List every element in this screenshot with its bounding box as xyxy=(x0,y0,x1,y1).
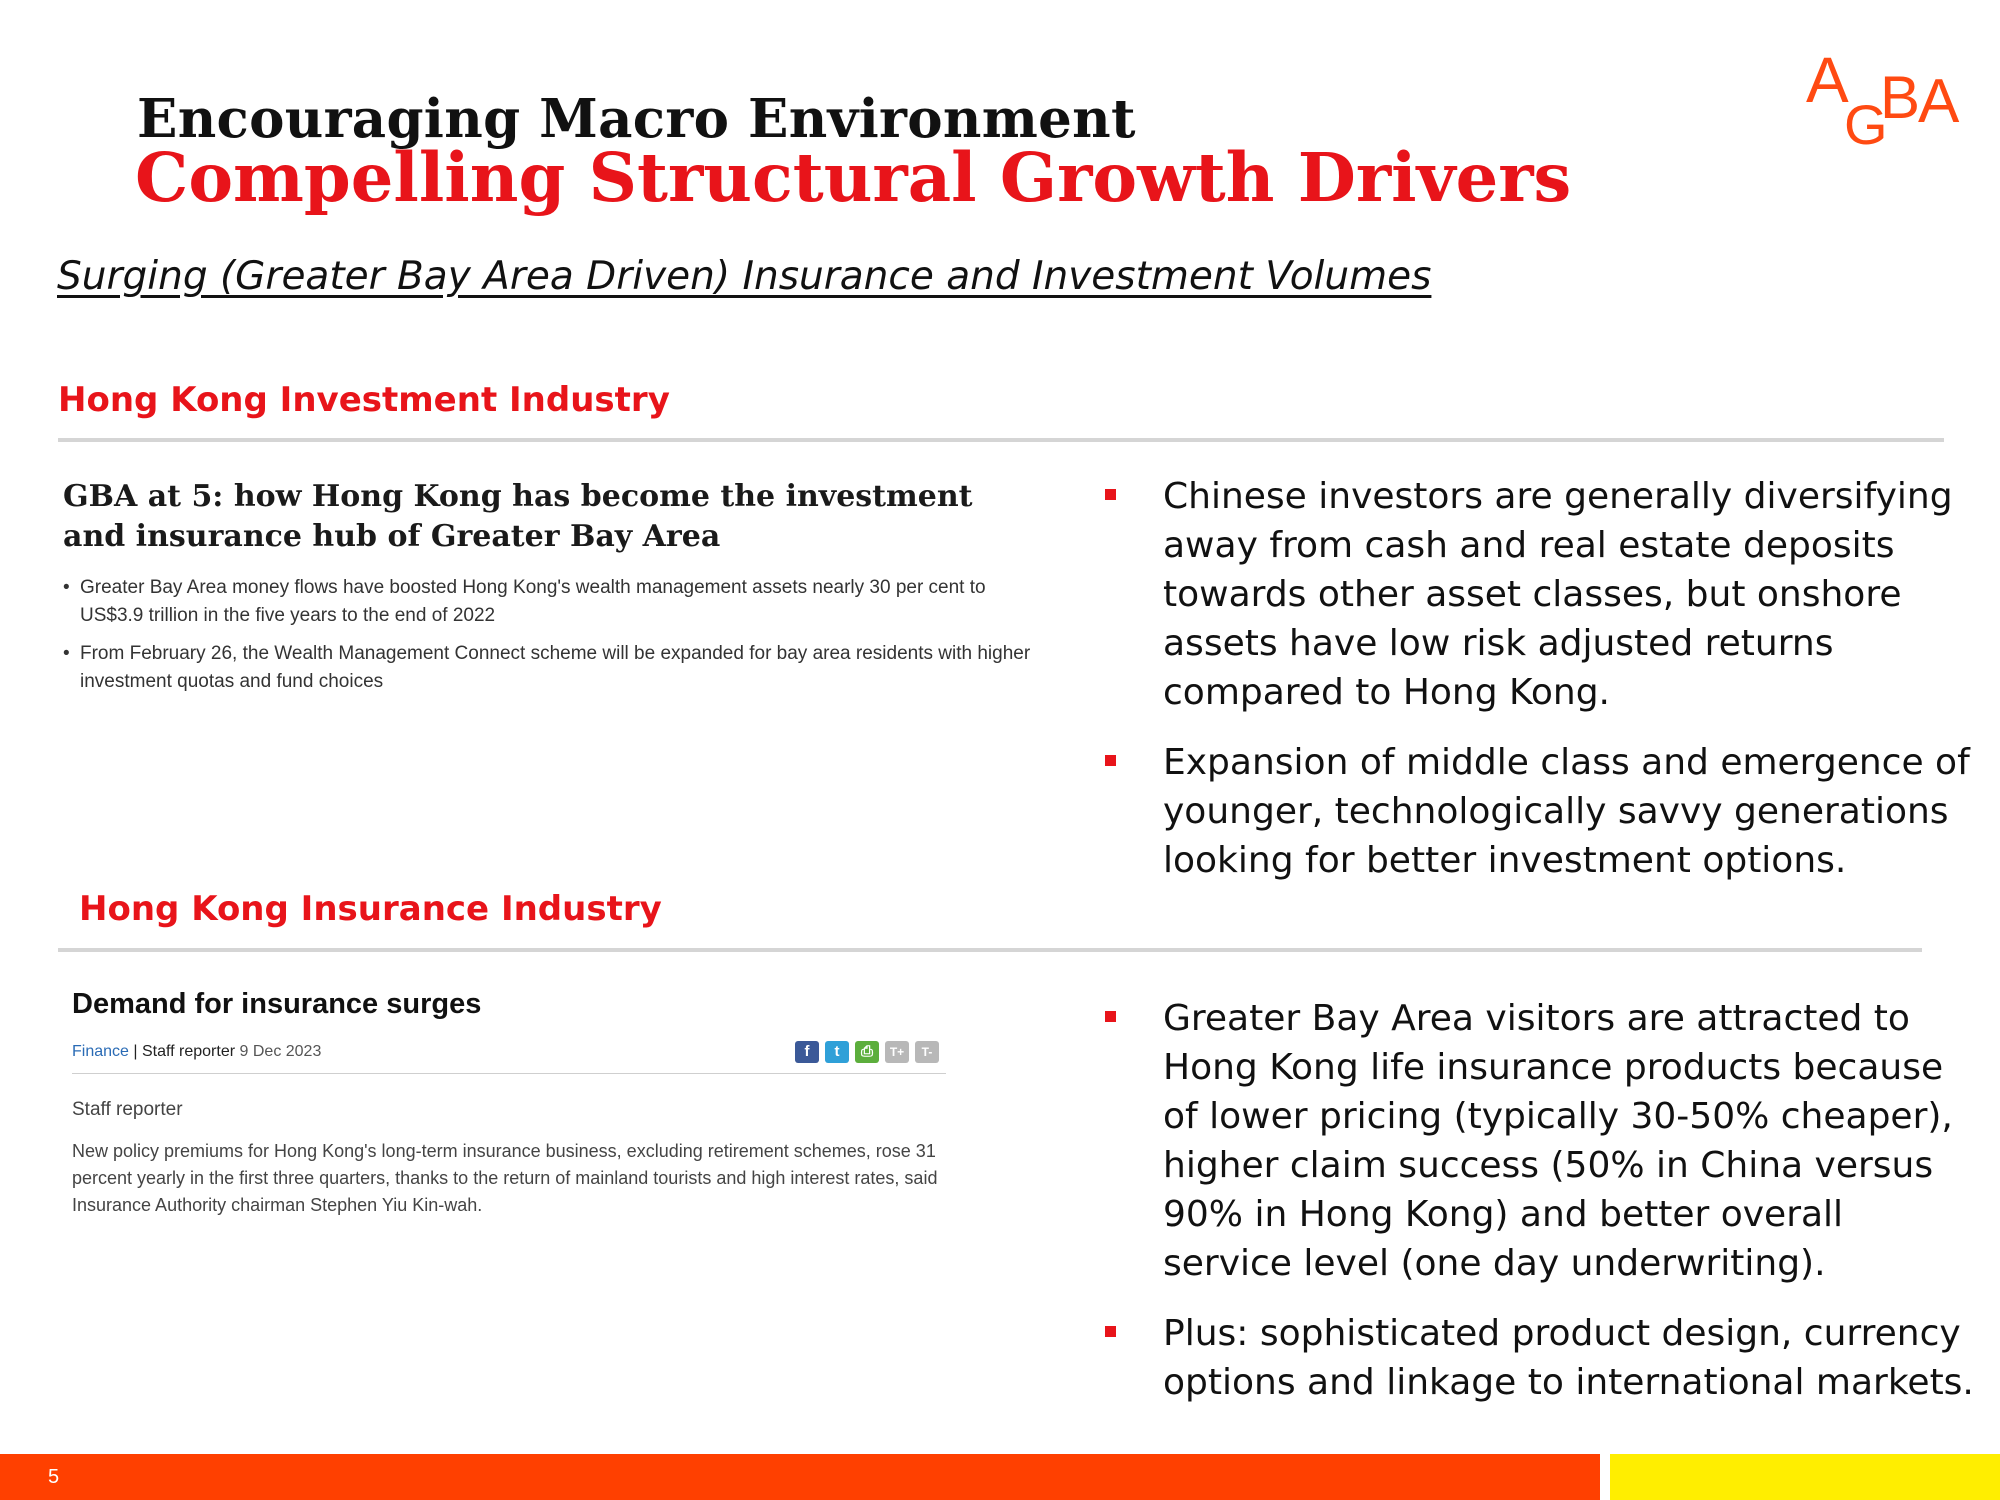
logo-letter-a2: A xyxy=(1918,67,1960,136)
investment-divider xyxy=(58,438,1944,442)
insurance-point xyxy=(1100,994,1980,1288)
clip-divider xyxy=(72,1073,946,1074)
investment-heading: Hong Kong Investment Industry xyxy=(58,380,670,420)
investment-points xyxy=(1100,472,1980,885)
bullet-square-icon xyxy=(1105,755,1116,766)
insurance-heading: Hong Kong Insurance Industry xyxy=(79,889,662,929)
insurance-point-text: Plus: sophisticated product design, currency options and linkage to international markets. xyxy=(1163,1313,1974,1403)
logo-letter-b: B xyxy=(1880,64,1921,131)
investment-point xyxy=(1100,738,1980,885)
text-smaller-icon[interactable]: T- xyxy=(915,1041,939,1063)
news-clip-bullet: • From February 26, the Wealth Management Connect scheme will be expanded for bay area residents with higher investment quotas and fund choices xyxy=(63,640,1053,696)
news-clip-bullets xyxy=(63,574,1053,706)
bullet-square-icon xyxy=(1105,1326,1116,1337)
insurance-clip-byline: Staff reporter xyxy=(72,1099,183,1120)
author-name: Staff reporter xyxy=(141,1043,236,1060)
logo-letter-a1: A xyxy=(1806,44,1849,116)
bullet-square-icon xyxy=(1105,489,1116,500)
footer-bar-yellow xyxy=(1610,1454,2000,1500)
news-clip-bullet: • Greater Bay Area money flows have boosted Hong Kong's wealth management assets nearly 30 per cent to US$3.9 trillion in the five years to the end of 2022 xyxy=(63,574,1053,630)
insurance-clip-meta xyxy=(72,1043,321,1061)
category-link[interactable]: Finance xyxy=(72,1043,129,1060)
investment-point-text: Expansion of middle class and emergence of younger, technologically savvy generations looking for better investment options. xyxy=(1163,742,1970,881)
section-subtitle: Surging (Greater Bay Area Driven) Insurance and Investment Volumes xyxy=(57,254,1432,299)
page-title: Encouraging Macro Environment xyxy=(137,88,1136,150)
page-number: 5 xyxy=(48,1466,60,1488)
investment-point xyxy=(1100,472,1980,717)
page-subtitle-red: Compelling Structural Growth Drivers xyxy=(135,138,1572,217)
agba-logo xyxy=(1800,40,1970,152)
insurance-clip-body: New policy premiums for Hong Kong's long-term insurance business, excluding retirement schemes, rose 31 percent yearly in the first three quarters, thanks to the return of mainland tourists and high interest rates, said Insurance Authority chairman Stephen Yiu Kin-wah. xyxy=(72,1141,938,1215)
insurance-clip-headline: Demand for insurance surges xyxy=(72,988,482,1020)
text-larger-icon[interactable]: T+ xyxy=(885,1041,909,1063)
insurance-point-text: Greater Bay Area visitors are attracted to Hong Kong life insurance products because of lower pricing (typically 30-50% cheaper), higher claim success (50% in China versus 90% in Hong Kong) and better overall service level (one day underwriting). xyxy=(1163,998,1953,1284)
twitter-icon[interactable]: t xyxy=(825,1041,849,1063)
insurance-points xyxy=(1100,994,1980,1407)
footer-bar-red xyxy=(0,1454,1600,1500)
publish-date: 9 Dec 2023 xyxy=(239,1043,322,1060)
investment-point-text: Chinese investors are generally diversifying away from cash and real estate deposits towards other asset classes, but onshore assets have low risk adjusted returns compared to Hong Kong. xyxy=(1163,476,1953,713)
logo-letter-g: G xyxy=(1844,93,1888,152)
news-clip-headline: GBA at 5: how Hong Kong has become the investment and insurance hub of Greater Bay Area xyxy=(63,479,973,554)
bullet-square-icon xyxy=(1105,1011,1116,1022)
meta-separator: | xyxy=(128,1043,142,1060)
facebook-icon[interactable]: f xyxy=(795,1041,819,1063)
insurance-divider xyxy=(58,948,1922,952)
print-icon[interactable]: ⎙ xyxy=(855,1041,879,1063)
insurance-point xyxy=(1100,1309,1980,1407)
share-toolbar xyxy=(795,1041,939,1063)
